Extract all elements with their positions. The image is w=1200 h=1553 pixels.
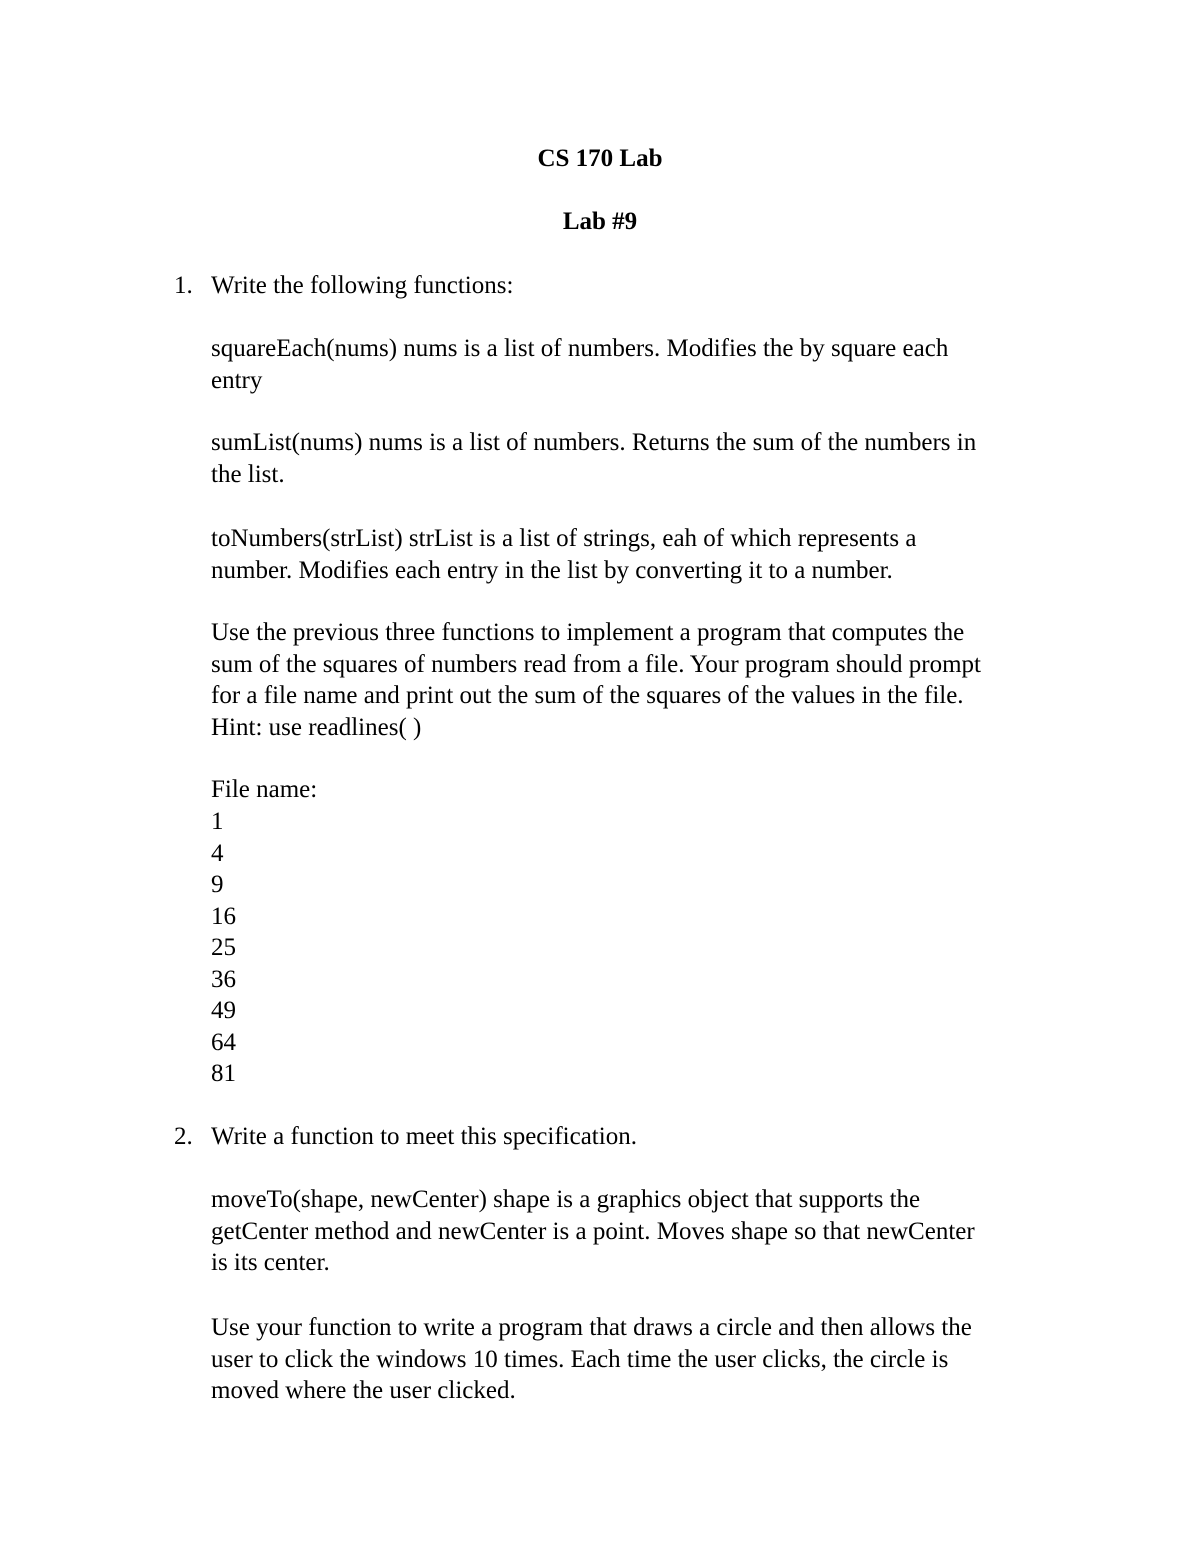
list-item: 36: [211, 965, 236, 993]
file-name-label-text: File name:: [211, 776, 318, 803]
list-item: 1: [211, 808, 224, 835]
list-item: 16: [211, 902, 236, 930]
square-each-description: [211, 333, 1091, 396]
text-line: user to click the windows 10 times. Each time the user clicks, the circle is: [211, 1345, 949, 1373]
to-numbers-description: [211, 523, 1091, 586]
text-line: Hint: use readlines( ): [211, 713, 422, 741]
circle-program-instructions: [211, 1312, 1091, 1407]
list-item: 64: [211, 1028, 236, 1056]
list-item: 4: [211, 839, 224, 867]
move-to-description: [211, 1184, 1091, 1279]
question-2-number: 2.: [174, 1123, 193, 1150]
question-2-prompt-text: Write a function to meet this specification.: [211, 1123, 637, 1150]
question-2-prompt: [211, 1121, 1091, 1153]
text-line: getCenter method and newCenter is a point. Moves shape so that newCenter: [211, 1217, 975, 1245]
list-item: 25: [211, 934, 236, 961]
text-line: moved where the user clicked.: [211, 1377, 516, 1404]
text-line: is its center.: [211, 1249, 330, 1276]
file-name-label: [211, 774, 1091, 806]
text-line: number. Modifies each entry in the list by converting it to a number.: [211, 556, 893, 584]
text-line: Use the previous three functions to implement a program that computes the: [211, 619, 965, 646]
text-line: entry: [211, 366, 263, 394]
text-line: sum of the squares of numbers read from a file. Your program should prompt: [211, 650, 981, 678]
text-line: for a file name and print out the sum of the squares of the values in the file.: [211, 682, 964, 709]
text-line: Use your function to write a program that draws a circle and then allows the: [211, 1314, 972, 1341]
question-1-prompt: [211, 270, 1091, 302]
program-instructions: [211, 617, 1091, 743]
text-line: the list.: [211, 460, 285, 488]
file-values-list: [211, 806, 236, 1090]
list-item: 81: [211, 1060, 236, 1087]
text-line: toNumbers(strList) strList is a list of strings, eah of which represents a: [211, 525, 917, 552]
question-1-prompt-text: Write the following functions:: [211, 272, 514, 299]
list-item: 9: [211, 871, 224, 898]
list-item: 49: [211, 997, 236, 1024]
text-line: sumList(nums) nums is a list of numbers. Returns the sum of the numbers in: [211, 429, 977, 456]
question-1-number: 1.: [174, 272, 193, 299]
sum-list-description: [211, 427, 1091, 490]
lab-title: Lab #9: [562, 208, 638, 235]
text-line: moveTo(shape, newCenter) shape is a graphics object that supports the: [211, 1186, 921, 1213]
course-title: CS 170 Lab: [537, 145, 663, 172]
text-line: squareEach(nums) nums is a list of numbers. Modifies the by square each: [211, 335, 949, 362]
